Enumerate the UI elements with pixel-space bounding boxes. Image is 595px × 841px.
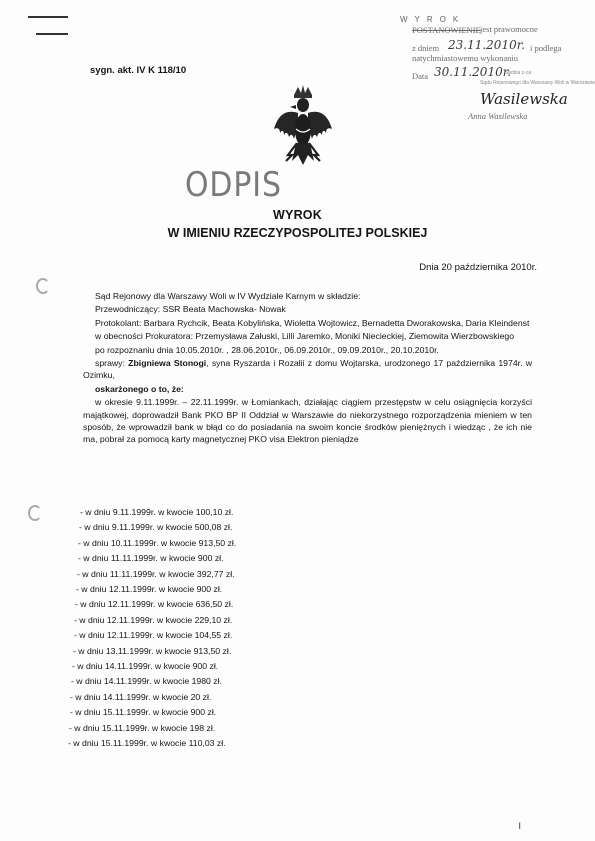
defendant-name: Zbigniewa Stonogi	[128, 358, 207, 369]
list-item: - w dniu 12.11.1999r. w kwocie 636,50 zł.	[75, 599, 234, 610]
case-prefix: sprawy:	[95, 358, 125, 369]
list-item: - w dniu 12.11.1999r. w kwocie 104,55 zł.	[74, 630, 233, 641]
list-item: - w dniu 10.11.1999r. w kwocie 913,50 zł.	[78, 537, 237, 548]
list-item: - w dniu 15.11.1999r. w kwocie 900 zł.	[70, 707, 217, 718]
document-subtitle: W IMIENIU RZECZYPOSPOLITEJ POLSKIEJ	[167, 226, 428, 240]
list-item: - w dniu 14.11.1999r. w kwocie 20 zł.	[70, 691, 212, 702]
judgment-date: Dnia 20 października 2010r.	[419, 262, 537, 273]
pen-mark: ı	[518, 818, 522, 832]
list-item: - w dniu 14.11.1999r. w kwocie 1980 zł.	[71, 676, 222, 687]
list-item: - w dniu 12.11.1999r. w kwocie 229,10 zł.	[74, 614, 233, 625]
stamp-line2-suffix: i podlega	[530, 43, 562, 53]
stamp-line4-prefix: Data	[412, 71, 429, 81]
list-item: - w dniu 9.11.1999r. w kwocie 500,08 zł.	[79, 522, 233, 533]
list-item: - w dniu 12.11.1999r. w kwocie 900 zł.	[76, 584, 223, 595]
stamp-signature: Wasilewska	[480, 90, 568, 108]
punch-hole-icon	[36, 278, 50, 294]
judgment-body	[83, 290, 532, 447]
stamp-issue-date: 30.11.2010r.	[434, 65, 511, 79]
pen-mark	[28, 16, 68, 18]
chair-line: Przewodniczący: SSR Beata Machowska- Nowak	[95, 304, 286, 315]
stamp-line2-prefix: z dniem	[412, 43, 440, 53]
stamp-line3: natychmiastowemu wykonaniu	[412, 53, 518, 63]
list-item: - w dniu 14.11.1999r. w kwocie 900 zł.	[72, 661, 219, 672]
list-item: - w dniu 11.11.1999r. w kwocie 392,77 zł.	[77, 568, 235, 579]
clerks-line: Protokolant: Barbara Rychcik, Beata Kobylińska, Wioletta Wojtowicz, Bernadetta Dworakowska, Daria Kleindenst	[95, 317, 530, 328]
document-title: WYROK	[273, 208, 322, 222]
list-item: - w dniu 13.11.1999r. w kwocie 913,50 zł.	[73, 645, 232, 656]
case-number: sygn. akt. IV K 118/10	[90, 65, 187, 76]
court-line: Sąd Rejonowy dla Warszawy Woli w IV Wydziale Karnym w składzie:	[95, 291, 361, 301]
stamp-line1: jest prawomocne	[480, 24, 538, 34]
case-line	[83, 357, 532, 382]
punch-hole-icon	[28, 505, 42, 521]
prosecutors-line: w obecności Prokuratora: Przemysława Załuski, Lilli Jaremko, Moniki Niecieckiej, Ziemowita Wierzbowskiego	[95, 331, 515, 342]
hearing-dates-line: po rozpoznaniu dnia 10.05.2010r. , 28.06.2010r., 06.09.2010r., 09.09.2010r., 20.10.2010r.	[95, 344, 439, 355]
pen-mark	[36, 33, 68, 35]
stamp-title: WYROK	[400, 15, 466, 24]
stamp-signer: Anna Wasilewska	[468, 111, 528, 121]
list-item: - w dniu 15.11.1999r. w kwocie 110,03 zł.	[68, 738, 226, 749]
accused-heading: oskarżonego o to, że:	[95, 383, 184, 394]
stamp-small-print: Sądu Rejonowego dla Warszawy Woli w Warszawie	[480, 80, 595, 86]
defendant-details: , syna Ryszarda i Rozalii z domu Wojtarska, urodzonego 17 października 1974r. w Ozimku,	[83, 358, 532, 381]
charge-text: w okresie 9.11.1999r. – 22.11.1999r. w Łomiankach, działając ciągiem przestępstw w celu osiągnięcia korzyści majątkowej, doprowadził Bank PKO BP II Oddział w Warszawie do niekorzystnego rozporządzenia mieniem w ten sposób, że wprowadził bank w błąd co do posiadania na swoim koncie środków pieniężnych i wiedząc , że ich nie ma, pobrał za pomocą karty magnetycznej PKO visa Elektron pieniądze	[83, 397, 532, 445]
copy-stamp: ODPIS	[185, 165, 282, 205]
list-item: - w dniu 15.11.1999r. w kwocie 198 zł.	[69, 722, 216, 733]
list-item: - w dniu 9.11.1999r. w kwocie 100,10 zł.	[80, 507, 234, 517]
stamp-struck-word: POSTANOWIENIE	[412, 25, 481, 35]
transaction-list	[66, 505, 236, 752]
list-item: - w dniu 11.11.1999r. w kwocie 900 zł.	[78, 553, 224, 564]
stamp-final-date: 23.11.2010r.	[448, 38, 525, 52]
stamp-small-print: Sędzia z-ca	[505, 70, 532, 76]
